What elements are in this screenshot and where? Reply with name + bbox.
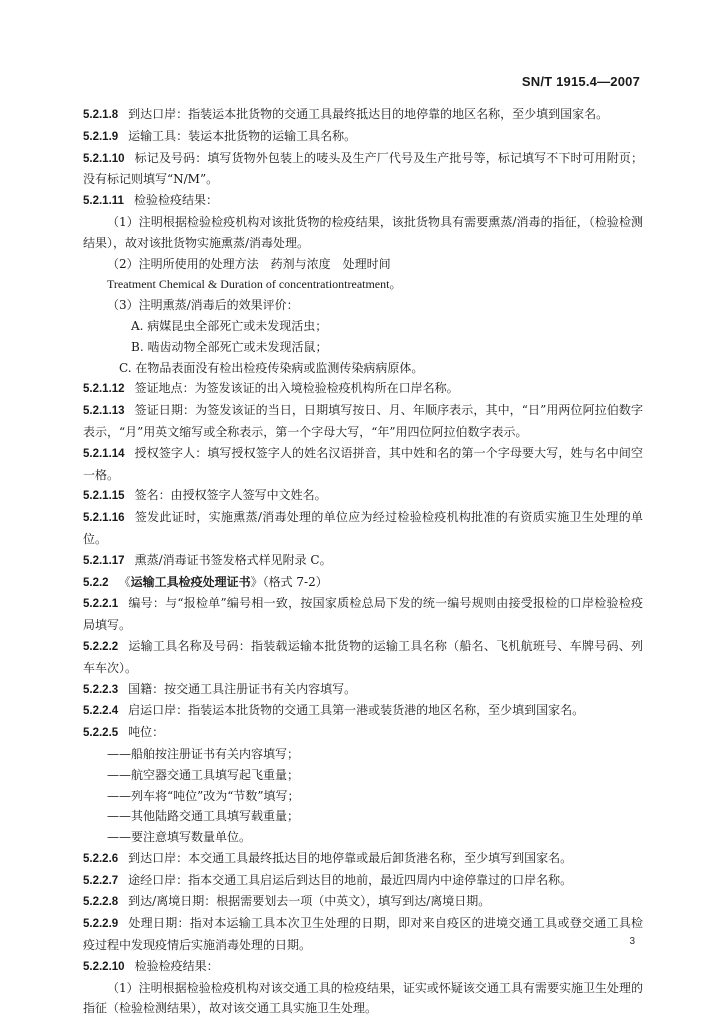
clause-number: 5.2.2.1 bbox=[83, 598, 119, 611]
clause-5-2-1-8 bbox=[83, 104, 643, 126]
clause-5-2-2-10 bbox=[83, 956, 643, 978]
clause-title: 吨位： bbox=[128, 725, 165, 740]
clause-5-2-1-13 bbox=[83, 400, 643, 443]
clause-5-2-2-5 bbox=[83, 722, 643, 744]
clause-text: 签证地点：为签发该证的出入境检验检疫机构所在口岸名称。 bbox=[134, 381, 459, 396]
clause-5-2-2-1 bbox=[83, 593, 643, 636]
clause-number: 5.2.2.7 bbox=[83, 874, 119, 887]
clause-text: 到达口岸：指装运本批货物的交通工具最终抵达目的地停靠的地区名称，至少填到国家名。 bbox=[128, 107, 609, 121]
clause-number: 5.2.2 bbox=[83, 576, 109, 589]
clause-text: 运输工具名称及号码：指装载运输本批货物的运输工具名称（船名、飞机航班号、车牌号码、列车车次）。 bbox=[83, 638, 643, 675]
clause-5-2-1-9 bbox=[83, 126, 643, 148]
clause-text: 签证日期：为签发该证的当日，日期填写按日、月、年顺序表示，其中，“日”用两位阿拉伯数字表示，“月”用英文缩写或全称表示，第一个字母大写，“年”用四位阿拉伯数字表示。 bbox=[83, 403, 643, 439]
clause-text: 授权签字人：填写授权签字人的姓名汉语拼音，其中姓和名的第一个字母要大写，姓与名中间空一格。 bbox=[83, 445, 643, 482]
document-body bbox=[83, 104, 643, 1019]
clause-text: 编号：与“报检单”编号相一致，按国家质检总局下发的统一编号规则由接受报检的口岸检验检疫局填写。 bbox=[83, 596, 643, 633]
clause-5-2-2-2 bbox=[83, 636, 643, 679]
clause-5-2-1-17 bbox=[83, 550, 643, 572]
clause-5-2-1-11-item-3-b: B. 啮齿动物全部死亡或未发现活鼠； bbox=[131, 339, 328, 354]
clause-number: 5.2.1.9 bbox=[83, 130, 119, 143]
clause-number: 5.2.1.10 bbox=[83, 152, 125, 165]
clause-5-2-1-11-item-3-a: A. 病媒昆虫全部死亡或未发现活虫； bbox=[131, 318, 328, 333]
tonnage-item: ——列车将“吨位”改为“节数”填写； bbox=[107, 788, 300, 803]
clause-5-2-1-11-item-1: （1）注明根据检验检疫机构对该批货物的检疫结果，该批货物具有需要熏蒸/消毒的指征，（检验检测结果），故对该批货物实施熏蒸/消毒处理。 bbox=[83, 214, 643, 250]
clause-number: 5.2.2.2 bbox=[83, 640, 119, 653]
clause-text: 标记及号码：填写货物外包装上的唛头及生产厂代号及生产批号等，标记填写不下时可用附页；没有标记则填写“N/M”。 bbox=[83, 150, 643, 187]
clause-number: 5.2.2.10 bbox=[83, 960, 125, 973]
clause-5-2-1-16 bbox=[83, 507, 643, 550]
clause-5-2-2-8 bbox=[83, 891, 643, 913]
clause-number: 5.2.1.16 bbox=[83, 512, 125, 525]
standard-code: SN/T 1915.4—2007 bbox=[521, 74, 640, 89]
clause-text: 到达/离境日期：根据需要划去一项（中英文），填写到达/离境日期。 bbox=[128, 894, 491, 909]
clause-text: 启运口岸：指装运本批货物的交通工具第一港或装货港的地区名称，至少填到国家名。 bbox=[128, 703, 585, 718]
clause-5-2-2-3 bbox=[83, 679, 643, 701]
tonnage-item: ——其他陆路交通工具填写载重量； bbox=[107, 809, 300, 824]
clause-text: 运输工具：装运本批货物的运输工具名称。 bbox=[128, 128, 357, 143]
page-number: 3 bbox=[629, 936, 635, 947]
clause-number: 5.2.1.12 bbox=[83, 383, 125, 396]
clause-text: 签发此证时，实施熏蒸/消毒处理的单位应为经过检验检疫机构批准的有资质实施卫生处理的单位。 bbox=[83, 510, 643, 546]
clause-5-2-2-10-item-1: （1）注明根据检验检疫机构对该交通工具的检疫结果，证实或怀疑该交通工具有需要实施卫生处理的指征（检验检测结果），故对该交通工具实施卫生处理。 bbox=[83, 980, 643, 1016]
clause-5-2-2-6 bbox=[83, 848, 643, 870]
tonnage-item: ——船舶按注册证书有关内容填写； bbox=[107, 746, 300, 761]
clause-number: 5.2.1.11 bbox=[83, 195, 124, 208]
clause-5-2-1-15 bbox=[83, 485, 643, 507]
clause-number: 5.2.1.15 bbox=[83, 490, 125, 503]
clause-5-2-1-10 bbox=[83, 148, 643, 191]
clause-5-2-1-11-item-3-c: C. 在物品表面没有检出检疫传染病或监测传染病病原体。 bbox=[119, 360, 424, 375]
clause-number: 5.2.1.13 bbox=[83, 405, 125, 418]
title-close: 》（格式 7-2） bbox=[250, 574, 328, 589]
clause-text: 国籍：按交通工具注册证书有关内容填写。 bbox=[128, 681, 357, 696]
clause-5-2-1-11-item-3: （3）注明熏蒸/消毒后的效果评价： bbox=[107, 298, 299, 313]
title-open: 《 bbox=[118, 574, 131, 589]
clause-5-2-1-14 bbox=[83, 443, 643, 486]
clause-title: 检验检疫结果： bbox=[133, 193, 218, 208]
certificate-title: 运输工具检疫处理证书 bbox=[130, 574, 251, 589]
clause-number: 5.2.2.3 bbox=[83, 683, 119, 696]
clause-number: 5.2.1.17 bbox=[83, 554, 125, 567]
clause-title: 检验检疫结果： bbox=[134, 958, 219, 973]
clause-text: 熏蒸/消毒证书签发格式样见附录 C。 bbox=[134, 552, 332, 567]
clause-text: 到达口岸：本交通工具最终抵达目的地停靠或最后卸货港名称，至少填写到国家名。 bbox=[128, 850, 573, 865]
clause-number: 5.2.2.6 bbox=[83, 852, 119, 865]
tonnage-item: ——要注意填写数量单位。 bbox=[107, 830, 252, 845]
clause-5-2-2-9 bbox=[83, 913, 643, 956]
clause-number: 5.2.1.8 bbox=[83, 109, 119, 121]
clause-5-2-1-11-item-2: （2）注明所使用的处理方法 药剂与浓度 处理时间 bbox=[107, 256, 391, 271]
clause-number: 5.2.2.4 bbox=[83, 705, 119, 718]
tonnage-item: ——航空器交通工具填写起飞重量； bbox=[107, 767, 300, 782]
clause-5-2-1-11 bbox=[83, 190, 643, 212]
clause-text: 途经口岸：指本交通工具启运后到达目的地前，最近四周内中途停靠过的口岸名称。 bbox=[128, 872, 573, 887]
section-5-2-2-heading bbox=[83, 572, 643, 594]
clause-number: 5.2.2.9 bbox=[83, 918, 119, 931]
clause-text: 签名：由授权签字人签写中文姓名。 bbox=[134, 488, 327, 503]
clause-number: 5.2.2.5 bbox=[83, 727, 119, 740]
clause-5-2-2-7 bbox=[83, 870, 643, 892]
clause-5-2-1-11-item-2-english: Treatment Chemical & Duration of concentrationtreatment。 bbox=[107, 277, 402, 292]
clause-number: 5.2.1.14 bbox=[83, 447, 125, 460]
clause-5-2-2-4 bbox=[83, 700, 643, 722]
clause-5-2-1-12 bbox=[83, 378, 643, 400]
clause-text: 处理日期：指对本运输工具本次卫生处理的日期，即对来自疫区的进境交通工具或登交通工具检疫过程中发现疫情后实施消毒处理的日期。 bbox=[83, 916, 643, 953]
clause-number: 5.2.2.8 bbox=[83, 896, 119, 909]
